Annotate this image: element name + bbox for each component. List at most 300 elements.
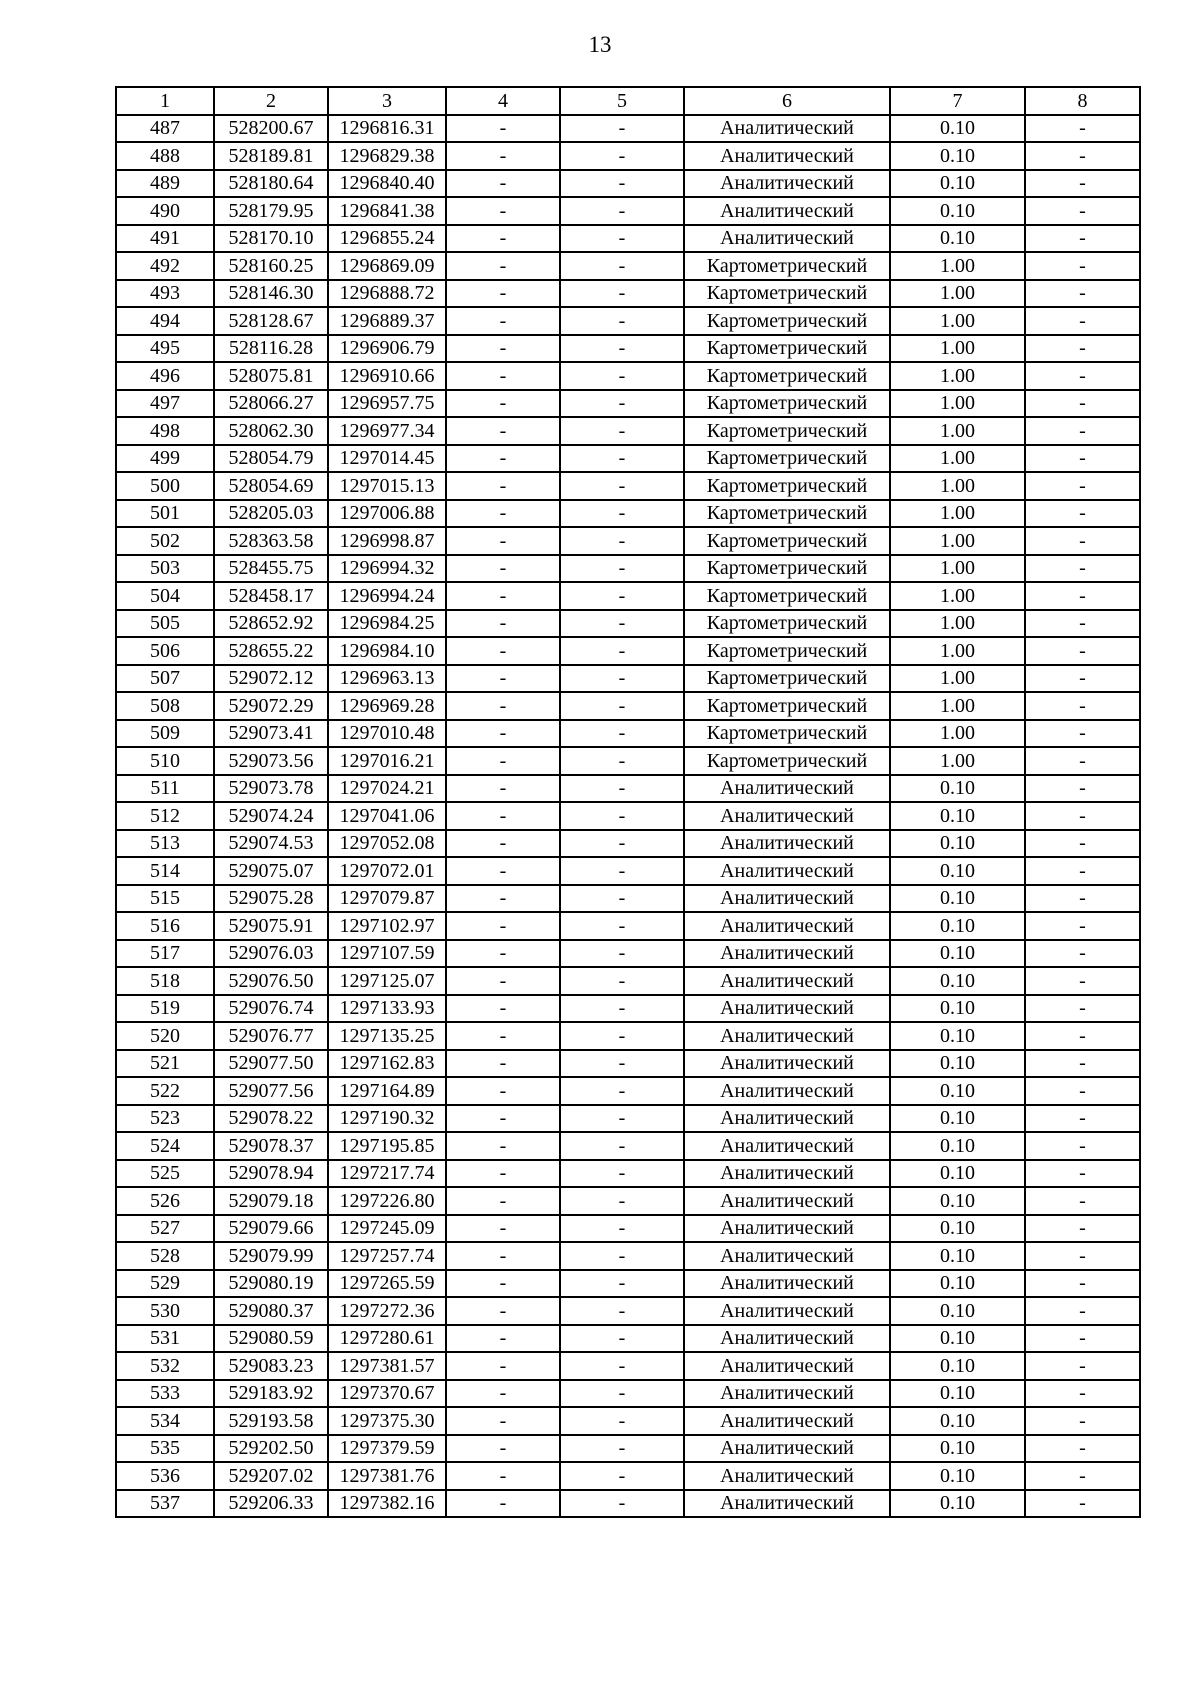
accuracy-cell: 0.10 — [890, 802, 1025, 830]
column-8-cell: - — [1025, 115, 1140, 143]
y-coordinate-cell: 1297257.74 — [328, 1242, 446, 1270]
table-row — [116, 1187, 1140, 1215]
method-cell: Аналитический — [684, 775, 890, 803]
table-row — [116, 747, 1140, 775]
method-cell: Аналитический — [684, 1215, 890, 1243]
point-number-cell: 498 — [116, 417, 214, 445]
column-5-cell: - — [560, 527, 684, 555]
table-row — [116, 775, 1140, 803]
column-4-cell: - — [446, 115, 560, 143]
point-number-cell: 521 — [116, 1050, 214, 1078]
column-4-cell: - — [446, 857, 560, 885]
y-coordinate-cell: 1297015.13 — [328, 472, 446, 500]
method-cell: Картометрический — [684, 500, 890, 528]
table-row — [116, 555, 1140, 583]
y-coordinate-cell: 1297280.61 — [328, 1325, 446, 1353]
method-cell: Аналитический — [684, 1380, 890, 1408]
x-coordinate-cell: 528205.03 — [214, 500, 328, 528]
accuracy-cell: 0.10 — [890, 1435, 1025, 1463]
y-coordinate-cell: 1297190.32 — [328, 1105, 446, 1133]
column-5-cell: - — [560, 362, 684, 390]
column-8-cell: - — [1025, 1160, 1140, 1188]
column-8-cell: - — [1025, 1380, 1140, 1408]
x-coordinate-cell: 528116.28 — [214, 335, 328, 363]
x-coordinate-cell: 529076.03 — [214, 940, 328, 968]
column-8-cell: - — [1025, 1462, 1140, 1490]
point-number-cell: 488 — [116, 142, 214, 170]
column-4-cell: - — [446, 142, 560, 170]
column-4-cell: - — [446, 885, 560, 913]
point-number-cell: 512 — [116, 802, 214, 830]
accuracy-cell: 0.10 — [890, 170, 1025, 198]
column-4-cell: - — [446, 802, 560, 830]
accuracy-cell: 1.00 — [890, 390, 1025, 418]
table-row — [116, 1077, 1140, 1105]
x-coordinate-cell: 528062.30 — [214, 417, 328, 445]
table-row — [116, 472, 1140, 500]
column-4-cell: - — [446, 252, 560, 280]
table-row — [116, 967, 1140, 995]
column-5-cell: - — [560, 390, 684, 418]
column-5-cell: - — [560, 142, 684, 170]
method-cell: Аналитический — [684, 1297, 890, 1325]
y-coordinate-cell: 1297107.59 — [328, 940, 446, 968]
column-8-cell: - — [1025, 1242, 1140, 1270]
column-5-cell: - — [560, 1270, 684, 1298]
table-row — [116, 1352, 1140, 1380]
column-8-cell: - — [1025, 1407, 1140, 1435]
point-number-cell: 495 — [116, 335, 214, 363]
table-row — [116, 1325, 1140, 1353]
table-row — [116, 170, 1140, 198]
column-8-cell: - — [1025, 1132, 1140, 1160]
column-5-cell: - — [560, 692, 684, 720]
method-cell: Картометрический — [684, 390, 890, 418]
y-coordinate-cell: 1296984.10 — [328, 637, 446, 665]
accuracy-cell: 1.00 — [890, 417, 1025, 445]
point-number-cell: 487 — [116, 115, 214, 143]
column-8-cell: - — [1025, 197, 1140, 225]
column-5-cell: - — [560, 307, 684, 335]
y-coordinate-cell: 1296906.79 — [328, 335, 446, 363]
x-coordinate-cell: 529075.91 — [214, 912, 328, 940]
accuracy-cell: 1.00 — [890, 555, 1025, 583]
column-4-cell: - — [446, 1325, 560, 1353]
y-coordinate-cell: 1296855.24 — [328, 225, 446, 253]
accuracy-cell: 1.00 — [890, 500, 1025, 528]
point-number-cell: 518 — [116, 967, 214, 995]
y-coordinate-cell: 1297135.25 — [328, 1022, 446, 1050]
column-5-cell: - — [560, 1050, 684, 1078]
y-coordinate-cell: 1296994.32 — [328, 555, 446, 583]
column-8-cell: - — [1025, 857, 1140, 885]
x-coordinate-cell: 529072.12 — [214, 665, 328, 693]
table-row — [116, 115, 1140, 143]
column-8-cell: - — [1025, 720, 1140, 748]
column-4-cell: - — [446, 830, 560, 858]
column-5-cell: - — [560, 1242, 684, 1270]
point-number-cell: 519 — [116, 995, 214, 1023]
method-cell: Аналитический — [684, 857, 890, 885]
point-number-cell: 501 — [116, 500, 214, 528]
column-4-cell: - — [446, 1160, 560, 1188]
method-cell: Картометрический — [684, 417, 890, 445]
column-8-cell: - — [1025, 527, 1140, 555]
column-4-cell: - — [446, 1105, 560, 1133]
column-4-cell: - — [446, 940, 560, 968]
y-coordinate-cell: 1297052.08 — [328, 830, 446, 858]
column-5-cell: - — [560, 747, 684, 775]
table-row — [116, 720, 1140, 748]
column-8-cell: - — [1025, 665, 1140, 693]
x-coordinate-cell: 529077.56 — [214, 1077, 328, 1105]
column-4-cell: - — [446, 665, 560, 693]
column-8-cell: - — [1025, 912, 1140, 940]
table-row — [116, 1407, 1140, 1435]
column-8-cell: - — [1025, 500, 1140, 528]
column-5-cell: - — [560, 1462, 684, 1490]
column-8-cell: - — [1025, 802, 1140, 830]
table-row — [116, 417, 1140, 445]
point-number-cell: 502 — [116, 527, 214, 555]
accuracy-cell: 0.10 — [890, 940, 1025, 968]
point-number-cell: 504 — [116, 582, 214, 610]
x-coordinate-cell: 529073.56 — [214, 747, 328, 775]
table-row — [116, 637, 1140, 665]
accuracy-cell: 1.00 — [890, 665, 1025, 693]
column-4-cell: - — [446, 912, 560, 940]
method-cell: Картометрический — [684, 747, 890, 775]
method-cell: Картометрический — [684, 472, 890, 500]
column-5-cell: - — [560, 912, 684, 940]
method-cell: Аналитический — [684, 1407, 890, 1435]
column-8-cell: - — [1025, 1077, 1140, 1105]
method-cell: Картометрический — [684, 252, 890, 280]
point-number-cell: 489 — [116, 170, 214, 198]
column-4-cell: - — [446, 775, 560, 803]
column-5-cell: - — [560, 1022, 684, 1050]
column-4-cell: - — [446, 335, 560, 363]
accuracy-cell: 0.10 — [890, 885, 1025, 913]
x-coordinate-cell: 528455.75 — [214, 555, 328, 583]
method-cell: Картометрический — [684, 610, 890, 638]
point-number-cell: 527 — [116, 1215, 214, 1243]
column-header: 2 — [214, 87, 328, 115]
column-5-cell: - — [560, 940, 684, 968]
method-cell: Аналитический — [684, 197, 890, 225]
table-row — [116, 335, 1140, 363]
table-row — [116, 995, 1140, 1023]
y-coordinate-cell: 1297370.67 — [328, 1380, 446, 1408]
accuracy-cell: 1.00 — [890, 472, 1025, 500]
page-number: 13 — [588, 32, 612, 57]
column-8-cell: - — [1025, 335, 1140, 363]
point-number-cell: 526 — [116, 1187, 214, 1215]
x-coordinate-cell: 529207.02 — [214, 1462, 328, 1490]
accuracy-cell: 1.00 — [890, 747, 1025, 775]
column-4-cell: - — [446, 197, 560, 225]
method-cell: Аналитический — [684, 170, 890, 198]
column-5-cell: - — [560, 1215, 684, 1243]
x-coordinate-cell: 529076.77 — [214, 1022, 328, 1050]
accuracy-cell: 0.10 — [890, 1242, 1025, 1270]
column-4-cell: - — [446, 1187, 560, 1215]
y-coordinate-cell: 1297010.48 — [328, 720, 446, 748]
point-number-cell: 516 — [116, 912, 214, 940]
x-coordinate-cell: 529078.22 — [214, 1105, 328, 1133]
column-4-cell: - — [446, 307, 560, 335]
table-row — [116, 1022, 1140, 1050]
accuracy-cell: 1.00 — [890, 445, 1025, 473]
column-5-cell: - — [560, 445, 684, 473]
y-coordinate-cell: 1296889.37 — [328, 307, 446, 335]
method-cell: Аналитический — [684, 1435, 890, 1463]
column-5-cell: - — [560, 1160, 684, 1188]
column-5-cell: - — [560, 1380, 684, 1408]
point-number-cell: 523 — [116, 1105, 214, 1133]
point-number-cell: 508 — [116, 692, 214, 720]
accuracy-cell: 0.10 — [890, 1105, 1025, 1133]
table-row — [116, 252, 1140, 280]
column-header: 6 — [684, 87, 890, 115]
accuracy-cell: 1.00 — [890, 610, 1025, 638]
table-row — [116, 1050, 1140, 1078]
column-4-cell: - — [446, 1462, 560, 1490]
table-row — [116, 940, 1140, 968]
column-4-cell: - — [446, 1435, 560, 1463]
table-row — [116, 1435, 1140, 1463]
table-row — [116, 665, 1140, 693]
column-5-cell: - — [560, 582, 684, 610]
accuracy-cell: 0.10 — [890, 1270, 1025, 1298]
method-cell: Аналитический — [684, 967, 890, 995]
y-coordinate-cell: 1297195.85 — [328, 1132, 446, 1160]
coordinates-table — [115, 86, 1141, 1518]
table-row — [116, 1132, 1140, 1160]
table-row — [116, 362, 1140, 390]
x-coordinate-cell: 529079.66 — [214, 1215, 328, 1243]
column-5-cell: - — [560, 857, 684, 885]
accuracy-cell: 0.10 — [890, 1462, 1025, 1490]
point-number-cell: 505 — [116, 610, 214, 638]
accuracy-cell: 0.10 — [890, 1215, 1025, 1243]
method-cell: Аналитический — [684, 1187, 890, 1215]
y-coordinate-cell: 1296977.34 — [328, 417, 446, 445]
accuracy-cell: 0.10 — [890, 1077, 1025, 1105]
column-4-cell: - — [446, 390, 560, 418]
table-row — [116, 500, 1140, 528]
method-cell: Аналитический — [684, 830, 890, 858]
x-coordinate-cell: 529183.92 — [214, 1380, 328, 1408]
x-coordinate-cell: 529080.59 — [214, 1325, 328, 1353]
column-5-cell: - — [560, 225, 684, 253]
column-4-cell: - — [446, 1380, 560, 1408]
method-cell: Аналитический — [684, 1270, 890, 1298]
y-coordinate-cell: 1297079.87 — [328, 885, 446, 913]
y-coordinate-cell: 1297381.76 — [328, 1462, 446, 1490]
accuracy-cell: 0.10 — [890, 1352, 1025, 1380]
point-number-cell: 514 — [116, 857, 214, 885]
point-number-cell: 507 — [116, 665, 214, 693]
table-row — [116, 857, 1140, 885]
accuracy-cell: 0.10 — [890, 995, 1025, 1023]
y-coordinate-cell: 1297014.45 — [328, 445, 446, 473]
accuracy-cell: 1.00 — [890, 527, 1025, 555]
column-8-cell: - — [1025, 1325, 1140, 1353]
x-coordinate-cell: 528652.92 — [214, 610, 328, 638]
x-coordinate-cell: 528054.79 — [214, 445, 328, 473]
table-row — [116, 1215, 1140, 1243]
column-5-cell: - — [560, 720, 684, 748]
x-coordinate-cell: 529080.19 — [214, 1270, 328, 1298]
point-number-cell: 529 — [116, 1270, 214, 1298]
column-5-cell: - — [560, 1297, 684, 1325]
column-8-cell: - — [1025, 555, 1140, 583]
table-row — [116, 1242, 1140, 1270]
x-coordinate-cell: 529074.53 — [214, 830, 328, 858]
method-cell: Картометрический — [684, 362, 890, 390]
method-cell: Аналитический — [684, 1105, 890, 1133]
method-cell: Аналитический — [684, 1160, 890, 1188]
point-number-cell: 536 — [116, 1462, 214, 1490]
column-5-cell: - — [560, 610, 684, 638]
table-row — [116, 197, 1140, 225]
method-cell: Аналитический — [684, 225, 890, 253]
point-number-cell: 500 — [116, 472, 214, 500]
y-coordinate-cell: 1296984.25 — [328, 610, 446, 638]
x-coordinate-cell: 528066.27 — [214, 390, 328, 418]
accuracy-cell: 1.00 — [890, 280, 1025, 308]
column-4-cell: - — [446, 527, 560, 555]
table-row — [116, 802, 1140, 830]
column-8-cell: - — [1025, 637, 1140, 665]
y-coordinate-cell: 1296957.75 — [328, 390, 446, 418]
column-4-cell: - — [446, 610, 560, 638]
column-4-cell: - — [446, 967, 560, 995]
accuracy-cell: 1.00 — [890, 252, 1025, 280]
table-row — [116, 1462, 1140, 1490]
point-number-cell: 520 — [116, 1022, 214, 1050]
point-number-cell: 537 — [116, 1490, 214, 1518]
method-cell: Аналитический — [684, 885, 890, 913]
column-header: 3 — [328, 87, 446, 115]
table-header-row — [116, 87, 1140, 115]
column-8-cell: - — [1025, 142, 1140, 170]
table-row — [116, 830, 1140, 858]
column-4-cell: - — [446, 555, 560, 583]
column-8-cell: - — [1025, 472, 1140, 500]
accuracy-cell: 0.10 — [890, 912, 1025, 940]
accuracy-cell: 1.00 — [890, 637, 1025, 665]
y-coordinate-cell: 1296829.38 — [328, 142, 446, 170]
table-row — [116, 1490, 1140, 1518]
y-coordinate-cell: 1296869.09 — [328, 252, 446, 280]
table-body — [116, 115, 1140, 1518]
column-5-cell: - — [560, 1132, 684, 1160]
point-number-cell: 509 — [116, 720, 214, 748]
method-cell: Аналитический — [684, 1490, 890, 1518]
column-8-cell: - — [1025, 582, 1140, 610]
column-8-cell: - — [1025, 967, 1140, 995]
column-8-cell: - — [1025, 225, 1140, 253]
accuracy-cell: 0.10 — [890, 1187, 1025, 1215]
column-4-cell: - — [446, 582, 560, 610]
y-coordinate-cell: 1297162.83 — [328, 1050, 446, 1078]
column-5-cell: - — [560, 335, 684, 363]
column-4-cell: - — [446, 1490, 560, 1518]
method-cell: Картометрический — [684, 445, 890, 473]
x-coordinate-cell: 528200.67 — [214, 115, 328, 143]
method-cell: Картометрический — [684, 555, 890, 583]
x-coordinate-cell: 528363.58 — [214, 527, 328, 555]
method-cell: Картометрический — [684, 527, 890, 555]
column-4-cell: - — [446, 1407, 560, 1435]
x-coordinate-cell: 529077.50 — [214, 1050, 328, 1078]
y-coordinate-cell: 1297024.21 — [328, 775, 446, 803]
column-8-cell: - — [1025, 252, 1140, 280]
column-5-cell: - — [560, 1077, 684, 1105]
x-coordinate-cell: 529083.23 — [214, 1352, 328, 1380]
table-row — [116, 1270, 1140, 1298]
method-cell: Аналитический — [684, 1077, 890, 1105]
table-row — [116, 885, 1140, 913]
point-number-cell: 535 — [116, 1435, 214, 1463]
accuracy-cell: 0.10 — [890, 1050, 1025, 1078]
x-coordinate-cell: 529075.07 — [214, 857, 328, 885]
column-8-cell: - — [1025, 1050, 1140, 1078]
y-coordinate-cell: 1297125.07 — [328, 967, 446, 995]
x-coordinate-cell: 529079.99 — [214, 1242, 328, 1270]
accuracy-cell: 1.00 — [890, 692, 1025, 720]
point-number-cell: 511 — [116, 775, 214, 803]
point-number-cell: 517 — [116, 940, 214, 968]
accuracy-cell: 0.10 — [890, 1132, 1025, 1160]
x-coordinate-cell: 529075.28 — [214, 885, 328, 913]
column-5-cell: - — [560, 885, 684, 913]
column-8-cell: - — [1025, 390, 1140, 418]
x-coordinate-cell: 529074.24 — [214, 802, 328, 830]
method-cell: Аналитический — [684, 995, 890, 1023]
column-8-cell: - — [1025, 445, 1140, 473]
column-4-cell: - — [446, 1270, 560, 1298]
x-coordinate-cell: 528170.10 — [214, 225, 328, 253]
point-number-cell: 515 — [116, 885, 214, 913]
x-coordinate-cell: 529079.18 — [214, 1187, 328, 1215]
column-8-cell: - — [1025, 307, 1140, 335]
column-5-cell: - — [560, 1435, 684, 1463]
column-4-cell: - — [446, 445, 560, 473]
column-8-cell: - — [1025, 362, 1140, 390]
column-8-cell: - — [1025, 830, 1140, 858]
column-8-cell: - — [1025, 417, 1140, 445]
accuracy-cell: 1.00 — [890, 335, 1025, 363]
accuracy-cell: 0.10 — [890, 197, 1025, 225]
column-8-cell: - — [1025, 940, 1140, 968]
y-coordinate-cell: 1297265.59 — [328, 1270, 446, 1298]
column-5-cell: - — [560, 637, 684, 665]
method-cell: Аналитический — [684, 1050, 890, 1078]
method-cell: Аналитический — [684, 1352, 890, 1380]
column-4-cell: - — [446, 637, 560, 665]
table-row — [116, 527, 1140, 555]
point-number-cell: 522 — [116, 1077, 214, 1105]
method-cell: Аналитический — [684, 1242, 890, 1270]
y-coordinate-cell: 1297133.93 — [328, 995, 446, 1023]
column-4-cell: - — [446, 720, 560, 748]
y-coordinate-cell: 1296969.28 — [328, 692, 446, 720]
accuracy-cell: 0.10 — [890, 967, 1025, 995]
point-number-cell: 534 — [116, 1407, 214, 1435]
